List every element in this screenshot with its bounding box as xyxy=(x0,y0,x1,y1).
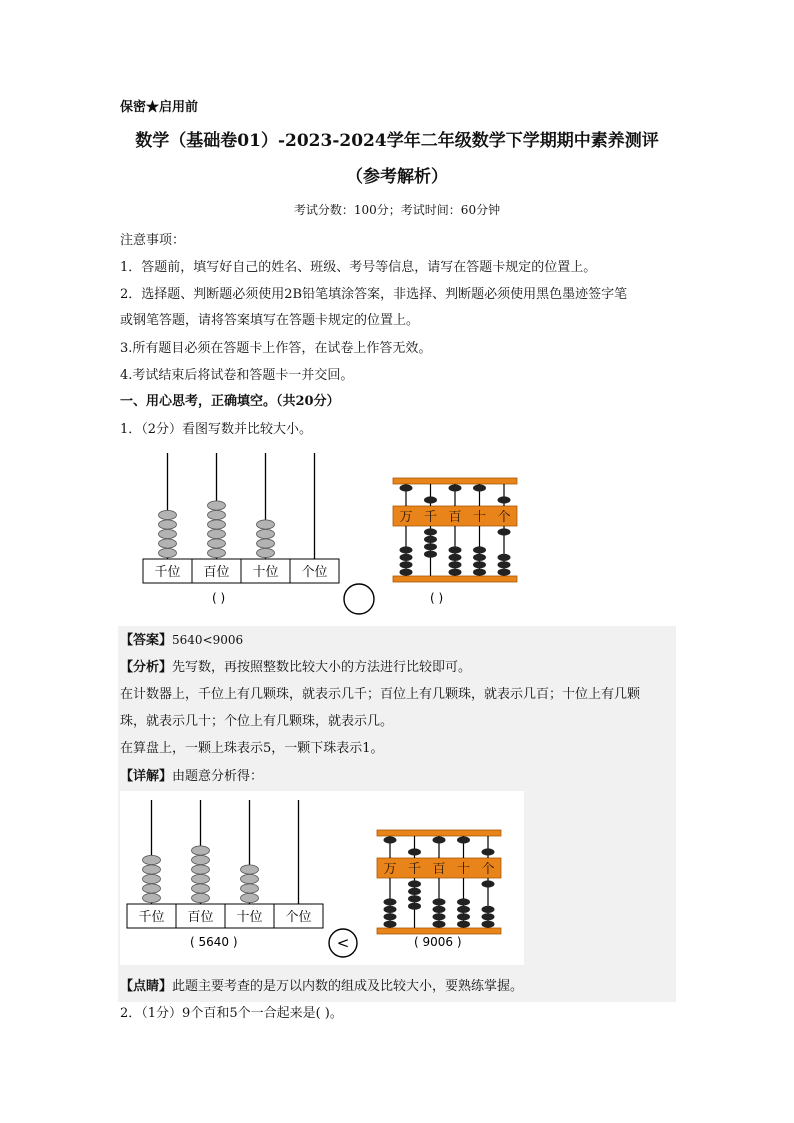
abacus-lower-bead xyxy=(433,913,446,920)
counter-bead xyxy=(192,865,210,874)
abacus-lower-bead xyxy=(433,898,446,905)
abacus-lower-bead xyxy=(449,554,462,561)
counter-bead xyxy=(159,529,177,538)
counter-label: 个位 xyxy=(301,565,328,580)
comment-text: 此题主要考查的是万以内数的组成及比较大小，要熟练掌握。 xyxy=(172,979,524,994)
counter-bead xyxy=(208,529,226,538)
analysis-line-2: 在计数器上，千位上有几颗珠，就表示几千；百位上有几颗珠，就表示几百；十位上有几颗 xyxy=(120,687,641,702)
section-heading: 一、用心思考，正确填空。（共20分） xyxy=(120,394,340,409)
counter-bead xyxy=(208,548,226,557)
abacus-lower-bead xyxy=(400,546,413,553)
abacus-top-bar xyxy=(377,830,501,836)
counter-bead xyxy=(159,510,177,519)
comment-tag: 【点睛】 xyxy=(120,979,173,994)
abacus-lower-bead xyxy=(457,913,470,920)
abacus-lower-bead xyxy=(424,528,437,535)
counter-bead xyxy=(192,855,210,864)
abacus-lower-bead xyxy=(482,906,495,913)
abacus-upper-bead xyxy=(498,496,511,503)
counter-bead xyxy=(159,548,177,557)
counter-bead xyxy=(257,548,275,557)
exam-info: 考试分数：100分；考试时间：60分钟 xyxy=(293,203,501,217)
analysis-line-4: 在算盘上，一颗上珠表示5，一颗下珠表示1。 xyxy=(120,741,384,756)
counter-bead xyxy=(143,855,161,864)
abacus-lower-bead xyxy=(384,921,397,928)
abacus-lower-bead xyxy=(384,906,397,913)
comment-line xyxy=(120,975,523,994)
notice-item-1: 1．答题前，填写好自己的姓名、班级、考号等信息，请写在答题卡规定的位置上。 xyxy=(120,260,597,275)
abacus-label: 千 xyxy=(423,510,438,525)
counter-bead xyxy=(257,539,275,548)
notice-item-2: 2．选择题、判断题必须使用2B铅笔填涂答案，非选择、判断题必须使用黑色墨迹签字笔 xyxy=(120,287,628,302)
abacus-upper-bead xyxy=(449,484,462,491)
counter-label: 百位 xyxy=(187,910,214,925)
abacus-label: 个 xyxy=(481,862,495,877)
detail-text: 由题意分析得： xyxy=(172,769,264,784)
counter-bead xyxy=(257,520,275,529)
abacus-lower-bead xyxy=(424,543,437,550)
abacus-lower-bead xyxy=(449,561,462,568)
abacus-lower-bead xyxy=(473,554,486,561)
counter-bead xyxy=(159,520,177,529)
abacus-label: 千 xyxy=(407,862,422,877)
filled-left: ( 5640 ) xyxy=(190,935,238,949)
abacus-lower-bead xyxy=(408,895,421,902)
blank-right: ( ) xyxy=(430,591,444,605)
abacus-lower-bead xyxy=(482,913,495,920)
counter-bead xyxy=(241,874,259,883)
abacus-upper-bead xyxy=(384,836,397,843)
filled-right: ( 9006 ) xyxy=(414,935,462,949)
abacus-upper-bead xyxy=(457,836,470,843)
abacus-lower-bead xyxy=(498,528,511,535)
counter-label: 百位 xyxy=(203,565,230,580)
compare-circle xyxy=(344,584,374,614)
answer-figure xyxy=(124,795,524,965)
counter-bead xyxy=(208,520,226,529)
abacus-lower-bead xyxy=(457,898,470,905)
analysis-line-1 xyxy=(120,656,471,675)
abacus-lower-bead xyxy=(449,546,462,553)
abacus-lower-bead xyxy=(384,898,397,905)
question-1-stem: 1．（2分）看图写数并比较大小。 xyxy=(120,422,313,437)
abacus-diagram-filled xyxy=(377,830,501,934)
abacus-upper-bead xyxy=(424,496,437,503)
secret-mark: 保密★启用前 xyxy=(120,100,199,115)
counter-bead xyxy=(241,884,259,893)
abacus-lower-bead xyxy=(408,880,421,887)
abacus-lower-bead xyxy=(498,554,511,561)
counter-bead xyxy=(208,539,226,548)
abacus-lower-bead xyxy=(433,906,446,913)
counter-bead xyxy=(192,874,210,883)
counter-label: 十位 xyxy=(252,565,279,580)
abacus-lower-bead xyxy=(482,880,495,887)
counter-bead xyxy=(143,884,161,893)
notice-heading: 注意事项： xyxy=(120,233,186,248)
notice-item-4: 4.考试结束后将试卷和答题卡一并交回。 xyxy=(120,368,354,383)
analysis-text-1: 先写数，再按照整数比较大小的方法进行比较即可。 xyxy=(172,660,472,675)
answer-text: 5640<9006 xyxy=(172,633,244,647)
abacus-lower-bead xyxy=(400,569,413,576)
abacus-lower-bead xyxy=(457,906,470,913)
abacus-lower-bead xyxy=(424,536,437,543)
counter-bead xyxy=(241,865,259,874)
abacus-upper-bead xyxy=(482,848,495,855)
counter-label: 十位 xyxy=(236,910,263,925)
abacus-lower-bead xyxy=(400,554,413,561)
question-2-stem: 2．（1分）9个百和5个一合起来是( )。 xyxy=(120,1006,343,1021)
abacus-lower-bead xyxy=(433,921,446,928)
abacus-lower-bead xyxy=(449,569,462,576)
counter-bead xyxy=(208,510,226,519)
abacus-label: 十 xyxy=(472,510,487,525)
analysis-line-3: 珠，就表示几十；个位上有几颗珠，就表示几。 xyxy=(120,714,394,729)
abacus-diagram xyxy=(393,478,517,582)
counter-label: 千位 xyxy=(138,910,165,925)
abacus-lower-bead xyxy=(424,551,437,558)
detail-tag: 【详解】 xyxy=(120,769,173,784)
abacus-lower-bead xyxy=(482,921,495,928)
notice-item-2-cont: 或钢笔答题，请将答案填写在答题卡规定的位置上。 xyxy=(120,313,420,328)
counter-bead xyxy=(159,539,177,548)
abacus-lower-bead xyxy=(408,903,421,910)
counter-bead xyxy=(192,884,210,893)
question-figure xyxy=(140,448,540,618)
abacus-lower-bead xyxy=(473,546,486,553)
abacus-lower-bead xyxy=(384,913,397,920)
abacus-lower-bead xyxy=(400,561,413,568)
abacus-upper-bead xyxy=(400,484,413,491)
abacus-bottom-bar xyxy=(377,928,501,934)
counter-bead xyxy=(143,893,161,902)
counter-bead xyxy=(143,865,161,874)
counter-bead xyxy=(143,874,161,883)
abacus-upper-bead xyxy=(433,836,446,843)
abacus-label: 个 xyxy=(497,510,511,525)
counter-label: 千位 xyxy=(154,565,181,580)
answer-tag: 【答案】 xyxy=(120,633,173,648)
counter-bead xyxy=(192,893,210,902)
counter-bead xyxy=(208,501,226,510)
abacus-lower-bead xyxy=(498,561,511,568)
abacus-label: 百 xyxy=(448,510,462,525)
notice-item-3: 3.所有题目必须在答题卡上作答，在试卷上作答无效。 xyxy=(120,341,432,356)
abacus-lower-bead xyxy=(457,921,470,928)
abacus-bottom-bar xyxy=(393,576,517,582)
abacus-lower-bead xyxy=(473,561,486,568)
analysis-tag: 【分析】 xyxy=(120,660,173,675)
abacus-upper-bead xyxy=(473,484,486,491)
abacus-lower-bead xyxy=(473,569,486,576)
abacus-label: 百 xyxy=(432,862,446,877)
counter-bead xyxy=(257,529,275,538)
counter-bead xyxy=(192,846,210,855)
counter-bead xyxy=(241,893,259,902)
blank-left: ( ) xyxy=(212,591,226,605)
answer-line xyxy=(120,629,243,648)
counter-label: 个位 xyxy=(285,910,312,925)
counter-diagram xyxy=(143,453,339,583)
abacus-top-bar xyxy=(393,478,517,484)
abacus-lower-bead xyxy=(498,569,511,576)
abacus-lower-bead xyxy=(408,888,421,895)
abacus-label: 万 xyxy=(383,862,397,877)
compare-symbol: < xyxy=(336,934,350,952)
detail-line xyxy=(120,765,263,784)
abacus-label: 万 xyxy=(399,510,413,525)
abacus-label: 十 xyxy=(456,862,471,877)
page-subtitle: （参考解析） xyxy=(346,167,448,187)
abacus-upper-bead xyxy=(408,848,421,855)
page-title: 数学（基础卷01）-2023-2024学年二年级数学下学期期中素养测评 xyxy=(135,131,659,151)
counter-diagram-filled xyxy=(127,800,323,928)
